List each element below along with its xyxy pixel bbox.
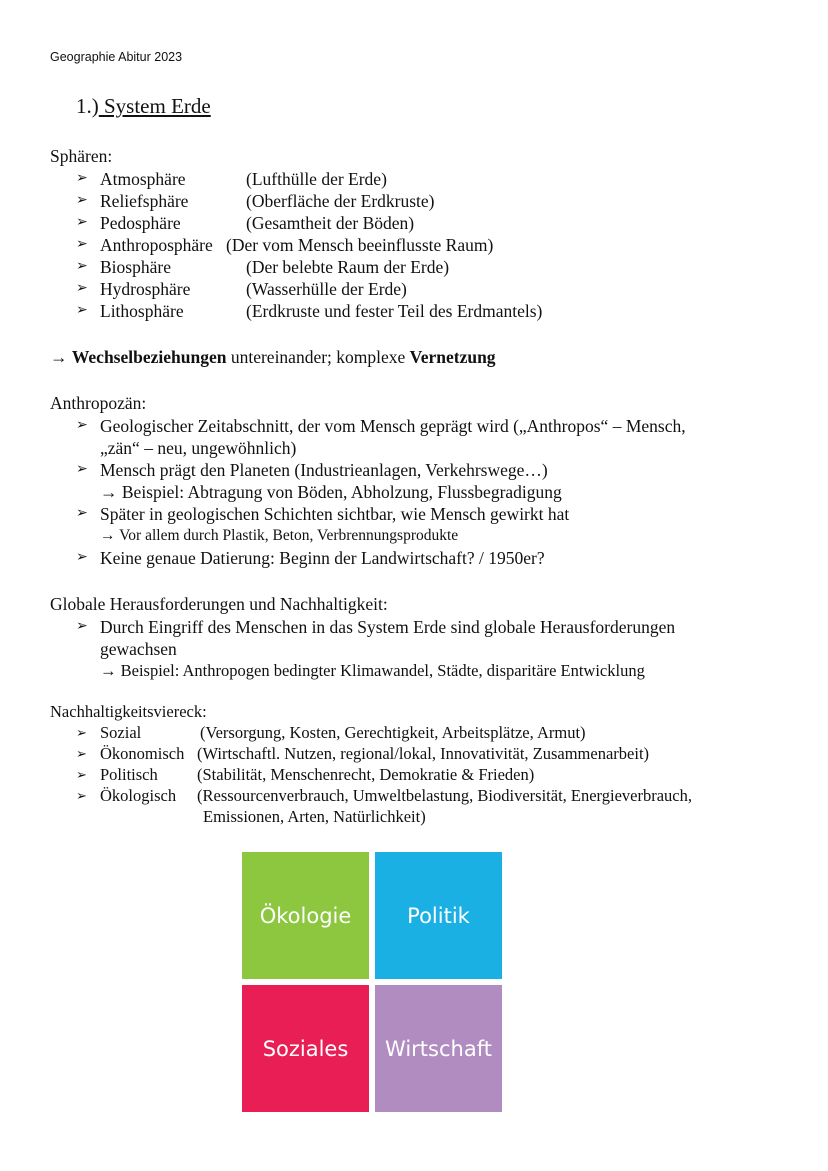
page-header: Geographie Abitur 2023: [50, 50, 183, 64]
sphere-term: Pedosphäre: [100, 213, 181, 233]
arrow-bullet-icon: ➢: [76, 788, 87, 803]
tile-label: Soziales: [262, 1036, 349, 1061]
title-text: System Erde: [98, 94, 211, 118]
sphere-desc: (Lufthülle der Erde): [246, 169, 387, 189]
tile-label: Ökologie: [259, 903, 352, 928]
tile-wirtschaft: [375, 985, 502, 1112]
arrow-bullet-icon: ➢: [76, 171, 88, 186]
arrow-bullet-icon: ➢: [76, 237, 88, 252]
arrow-bullet-icon: ➢: [76, 215, 88, 230]
note-bold-term: Vernetzung: [409, 347, 496, 367]
arrow-bullet-icon: ➢: [76, 767, 87, 782]
arrow-bullet-icon: ➢: [76, 303, 88, 318]
sphere-term: Biosphäre: [100, 257, 171, 277]
tile-politik: [375, 852, 502, 979]
sphere-desc: (Der belebte Raum der Erde): [246, 257, 450, 277]
sphere-term: Anthroposphäre: [100, 235, 213, 255]
list-item-continuation-text: Emissionen, Arten, Natürlichkeit): [203, 807, 426, 826]
arrow-bullet-icon: ➢: [76, 281, 88, 296]
sphere-term: Hydrosphäre: [100, 279, 191, 299]
list-item-continuation-text: → Beispiel: Abtragung von Böden, Abholzung, Flussbegradigung: [100, 482, 562, 502]
dimension-term: Ökologisch: [100, 786, 177, 805]
sphere-term: Atmosphäre: [100, 169, 186, 189]
sphere-desc: (Der vom Mensch beeinflusste Raum): [226, 235, 494, 255]
interaction-note: [50, 347, 496, 368]
list-item-continuation-text: „zän“ – neu, ungewöhnlich): [100, 438, 297, 458]
arrow-bullet-icon: ➢: [76, 418, 88, 433]
global-label: Globale Herausforderungen und Nachhaltigkeit:: [50, 594, 388, 614]
dimension-desc: (Stabilität, Menschenrecht, Demokratie & Frieden): [197, 765, 535, 784]
arrow-bullet-icon: ➢: [76, 746, 87, 761]
arrow-right-icon: →: [50, 347, 68, 367]
anthropozaen-label: Anthropozän:: [50, 393, 147, 413]
dimension-desc: (Wirtschaftl. Nutzen, regional/lokal, Innovativität, Zusammenarbeit): [197, 744, 650, 763]
sphere-term: Lithosphäre: [100, 301, 184, 321]
arrow-bullet-icon: ➢: [76, 259, 88, 274]
arrow-bullet-icon: ➢: [76, 506, 88, 521]
arrow-bullet-icon: ➢: [76, 619, 88, 634]
dimension-term: Ökonomisch: [100, 744, 185, 763]
list-item-text: Später in geologischen Schichten sichtbar, wie Mensch gewirkt hat: [100, 504, 570, 524]
list-item-text: Mensch prägt den Planeten (Industrieanlagen, Verkehrswege…): [100, 460, 548, 480]
sphere-desc: (Gesamtheit der Böden): [246, 213, 415, 233]
list-item-text: Keine genaue Datierung: Beginn der Landwirtschaft? / 1950er?: [100, 548, 545, 568]
note-text: untereinander; komplexe: [226, 347, 410, 367]
sphere-desc: (Erdkruste und fester Teil des Erdmantels): [246, 301, 543, 321]
list-item-text: Geologischer Zeitabschnitt, der vom Mensch geprägt wird („Anthropos“ – Mensch,: [100, 416, 686, 436]
dimension-term: Sozial: [100, 723, 142, 742]
list-item-continuation-text: → Vor allem durch Plastik, Beton, Verbrennungsprodukte: [100, 527, 459, 544]
tile-soziales: [242, 985, 369, 1112]
sphere-desc: (Wasserhülle der Erde): [246, 279, 407, 299]
list-item-text: Durch Eingriff des Menschen in das System Erde sind globale Herausforderungen: [100, 617, 676, 637]
arrow-bullet-icon: ➢: [76, 193, 88, 208]
dimension-desc: (Versorgung, Kosten, Gerechtigkeit, Arbeitsplätze, Armut): [200, 723, 586, 742]
spheres-label: Sphären:: [50, 146, 113, 166]
arrow-bullet-icon: ➢: [76, 462, 88, 477]
note-bold-term: Wechselbeziehungen: [71, 347, 227, 367]
sphere-term: Reliefsphäre: [100, 191, 189, 211]
tile-oekologie: [242, 852, 369, 979]
dimension-term: Politisch: [100, 765, 158, 784]
dimension-desc: (Ressourcenverbrauch, Umweltbelastung, Biodiversität, Energieverbrauch,: [197, 786, 692, 805]
tile-label: Wirtschaft: [385, 1036, 492, 1061]
arrow-bullet-icon: ➢: [76, 550, 88, 565]
sphere-desc: (Oberfläche der Erdkruste): [246, 191, 435, 211]
page-title: [76, 94, 211, 119]
title-number: 1.): [76, 94, 99, 118]
list-item-continuation-text: gewachsen: [100, 639, 177, 659]
nachhaltigkeit-label: Nachhaltigkeitsviereck:: [50, 702, 207, 721]
arrow-bullet-icon: ➢: [76, 725, 87, 740]
list-item-example-text: → Beispiel: Anthropogen bedingter Klimawandel, Städte, disparitäre Entwicklung: [100, 661, 645, 680]
tile-label: Politik: [407, 903, 470, 928]
